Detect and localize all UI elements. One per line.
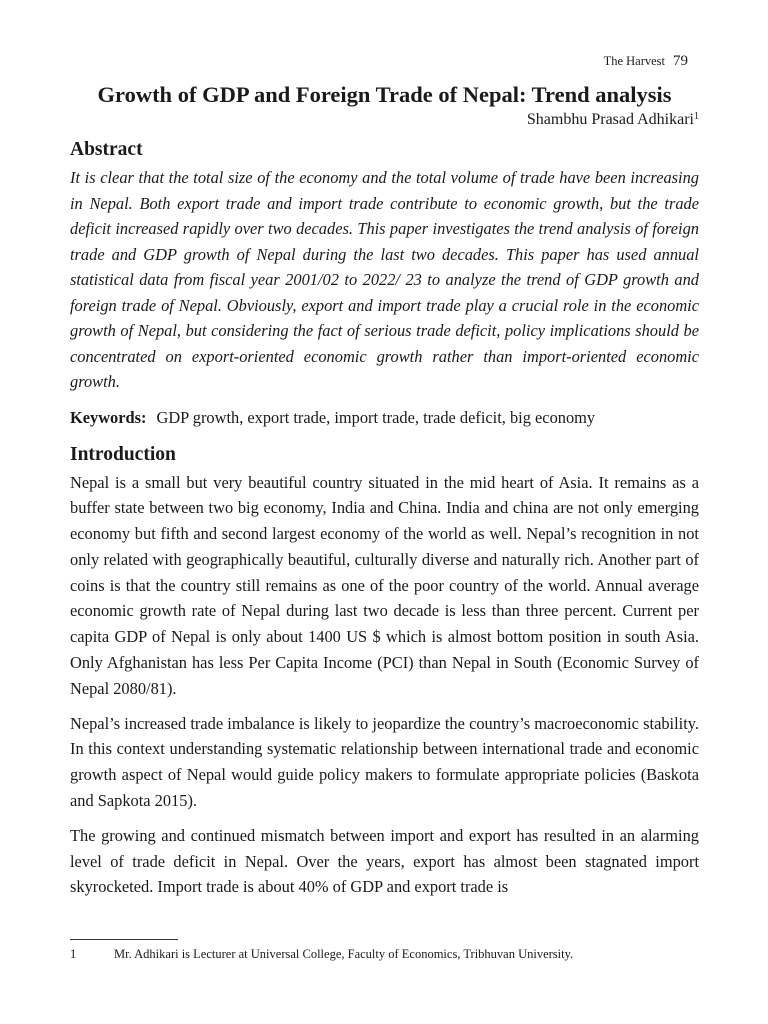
footnote bbox=[70, 946, 699, 962]
footnote-number: 1 bbox=[70, 947, 77, 961]
keywords-line bbox=[70, 407, 699, 429]
journal-name: The Harvest bbox=[603, 54, 665, 68]
keywords-label: Keywords: bbox=[70, 407, 147, 427]
abstract-text: It is clear that the total size of the economy and the total volume of trade have been increasing in Nepal. Both export trade and import trade contribute to economic growth, but the trade deficit increased rapidly over two decades. This paper investigates the trend analysis of foreign trade and GDP growth of Nepal during the last two decades. This paper has used annual statistical data from fiscal year 2001/02 to 2022/ 23 to analyze the trend of GDP growth and foreign trade of Nepal. Obviously, export and import trade play a crucial role in the economic growth of Nepal, but considering the fact of serious trade deficit, policy implications should be concentrated on export-oriented economic growth rather than import-oriented economic growth. bbox=[70, 168, 699, 391]
introduction-heading: Introduction bbox=[70, 443, 176, 465]
article-title: Growth of GDP and Foreign Trade of Nepal: Trend analysis bbox=[97, 82, 672, 107]
intro-paragraph-2: Nepal’s increased trade imbalance is likely to jeopardize the country’s macroeconomic stability. In this context understanding systematic relationship between international trade and economic growth aspect of Nepal would guide policy makers to formulate appropriate policies (Baskota and Sapkota 2015). bbox=[70, 713, 699, 811]
running-head bbox=[604, 53, 688, 69]
abstract-heading: Abstract bbox=[70, 139, 143, 160]
page-content bbox=[70, 80, 699, 909]
intro-paragraph-1: Nepal is a small but very beautiful country situated in the mid heart of Asia. It remains as a buffer state between two big economy, India and China. India and china are not only emerging economy but fifth and second largest economy of the world as well. Nepal’s recognition in not only related with geographically beautiful, culturally diverse and naturally rich. Another part of coins is that the country still remains as one of the poor country of the world. Annual average economic growth rate of Nepal during last two decade is less than three percent. Current per capita GDP of Nepal is only about 1400 US $ which is almost bottom position in south Asia. Only Afghanistan has less Per Capita Income (PCI) than Nepal in South (Economic Survey of Nepal 2080/81). bbox=[70, 472, 699, 698]
author-line bbox=[70, 110, 699, 130]
author-name: Shambhu Prasad Adhikari bbox=[526, 111, 694, 128]
intro-paragraph-3: The growing and continued mismatch between import and export has resulted in an alarming level of trade deficit in Nepal. Over the years, export has almost been stagnated import skyrocketed. Import trade is about 40% of GDP and export trade is bbox=[70, 825, 699, 897]
page-number: 79 bbox=[673, 53, 688, 69]
keywords-text: GDP growth, export trade, import trade, trade deficit, big economy bbox=[156, 407, 596, 427]
footnote-text: Mr. Adhikari is Lecturer at Universal College, Faculty of Economics, Tribhuvan University. bbox=[114, 947, 574, 961]
footnote-rule bbox=[70, 939, 178, 940]
author-footnote-marker: 1 bbox=[694, 111, 699, 122]
